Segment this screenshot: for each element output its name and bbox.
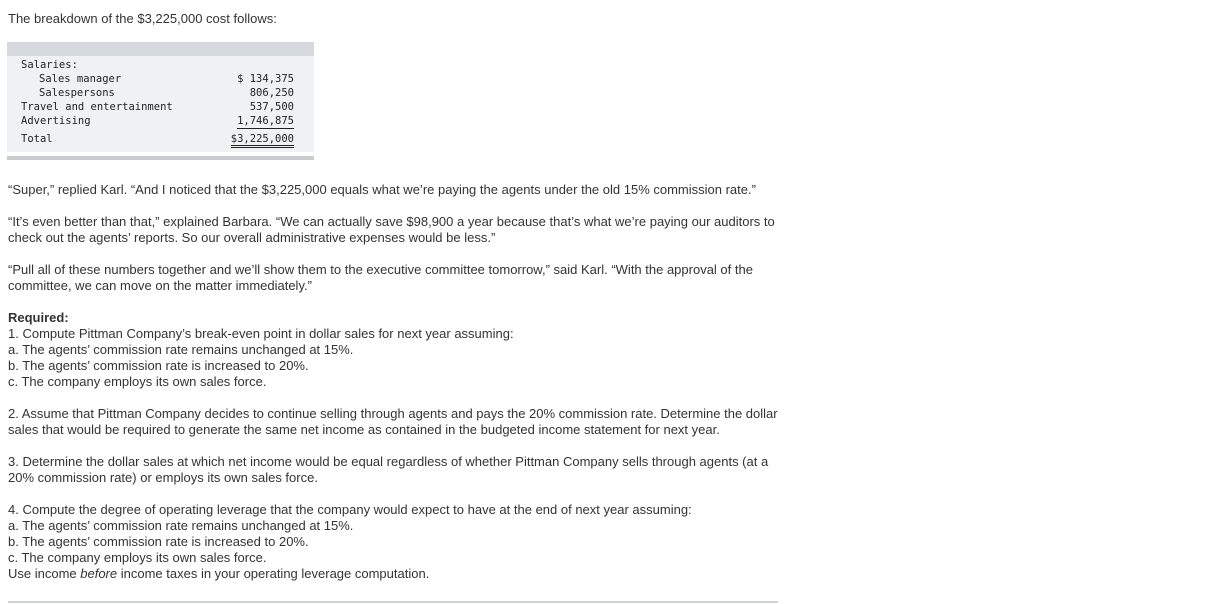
- table-row: [7, 73, 314, 87]
- paragraph-karl: [8, 262, 858, 294]
- required-heading: Required:: [8, 310, 69, 325]
- salaries-heading: Salaries:: [21, 59, 78, 71]
- table-row-total: [7, 133, 314, 147]
- bottom-divider: [8, 601, 778, 603]
- question-4: [8, 502, 858, 582]
- row-amount: $ 134,375: [237, 73, 294, 85]
- table-body: [7, 56, 314, 152]
- question-4-stem: 4. Compute the degree of operating leverage that the company would expect to have at the end of next year assuming:: [8, 502, 692, 517]
- question-4-note: [8, 566, 858, 582]
- question-1a: a. The agents’ commission rate remains unchanged at 15%.: [8, 342, 354, 357]
- question-1c: c. The company employs its own sales force.: [8, 374, 267, 389]
- row-label: Salespersons: [39, 87, 115, 99]
- question-3: [8, 454, 858, 486]
- paragraph-barbara: [8, 214, 858, 246]
- paragraph-line: sales that would be required to generate the same net income as contained in the budgeted income statement for next year.: [8, 422, 720, 437]
- paragraph-super: [8, 182, 858, 198]
- table-row: [7, 101, 314, 115]
- table-row: [7, 115, 314, 129]
- row-label: Travel and entertainment: [21, 101, 173, 113]
- question-4c: c. The company employs its own sales force.: [8, 550, 267, 565]
- paragraph-line: “Pull all of these numbers together and we’ll show them to the executive committee tomorrow,” said Karl. “With the approval of the: [8, 262, 753, 277]
- question-4b: b. The agents’ commission rate is increased to 20%.: [8, 534, 309, 549]
- note-emphasis: before: [80, 566, 118, 581]
- total-amount: $3,225,000: [231, 133, 294, 148]
- table-row: [7, 87, 314, 101]
- row-label: Advertising: [21, 115, 91, 127]
- question-1: 1. Compute Pittman Company’s break-even point in dollar sales for next year assuming:: [8, 326, 514, 341]
- question-2: [8, 406, 858, 438]
- question-1b: b. The agents’ commission rate is increased to 20%.: [8, 358, 309, 373]
- required-section: [8, 310, 858, 390]
- paragraph-line: 2. Assume that Pittman Company decides to continue selling through agents and pays the 20% commission rate. Determine the dollar: [8, 406, 778, 421]
- paragraph-line: committee, we can move on the matter immediately.”: [8, 278, 312, 293]
- question-4a: a. The agents’ commission rate remains unchanged at 15%.: [8, 518, 354, 533]
- row-amount: 1,746,875: [237, 115, 294, 127]
- note-text: Use income: [8, 566, 81, 581]
- intro-text: The breakdown of the $3,225,000 cost follows:: [8, 11, 277, 26]
- row-amount: 537,500: [249, 101, 294, 113]
- paragraph-line: “Super,” replied Karl. “And I noticed that the $3,225,000 equals what we’re paying the agents under the old 15% commission rate.”: [8, 182, 756, 197]
- paragraph-line: 3. Determine the dollar sales at which net income would be equal regardless of whether Pittman Company sells through agents (at a: [8, 454, 769, 469]
- table-row: [7, 59, 314, 73]
- table-header-bar: [7, 42, 314, 56]
- paragraph-line: 20% commission rate) or employs its own sales force.: [8, 470, 318, 485]
- row-label: Sales manager: [39, 73, 122, 85]
- cost-breakdown-table: [7, 42, 314, 160]
- paragraph-line: check out the agents’ reports. So our overall administrative expenses would be less.”: [8, 230, 496, 245]
- total-label: Total: [21, 133, 53, 145]
- paragraph-line: “It’s even better than that,” explained Barbara. “We can actually save $98,900 a year because that’s what we’re paying our auditors to: [8, 214, 775, 229]
- note-text: income taxes in your operating leverage computation.: [117, 566, 430, 581]
- table-footer-bar: [7, 156, 314, 160]
- row-amount: 806,250: [249, 87, 294, 99]
